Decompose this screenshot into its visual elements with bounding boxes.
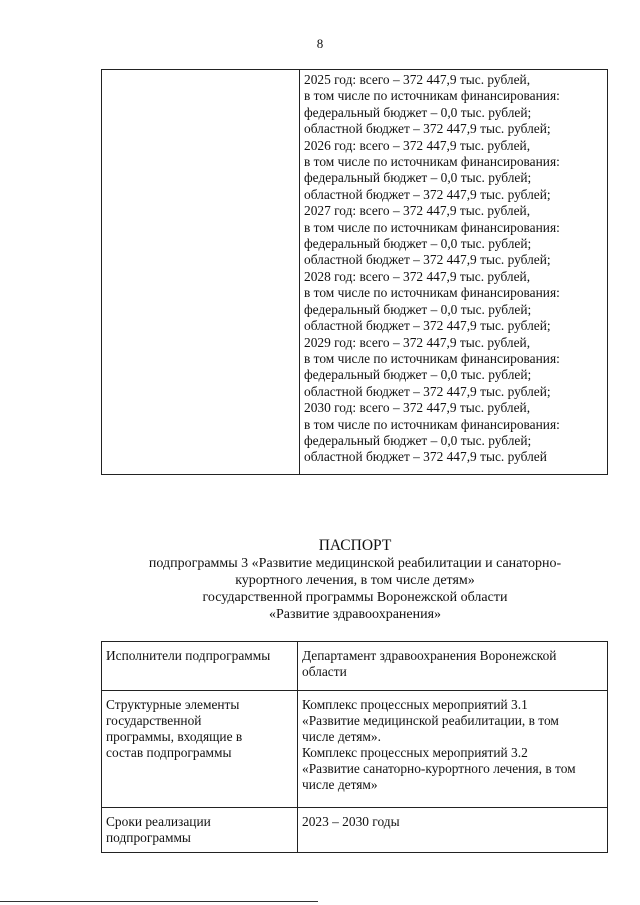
passport-heading [100,536,610,623]
value-line: Комплекс процессных мероприятий 3.2 [302,745,528,760]
funding-line: федеральный бюджет – 0,0 тыс. рублей; [304,301,532,317]
funding-line: 2028 год: всего – 372 447,9 тыс. рублей, [304,268,531,284]
label-line: состав подпрограммы [106,745,232,760]
row-value-timeframe [298,808,608,853]
funding-line: областной бюджет – 372 447,9 тыс. рублей [304,449,547,465]
label-line: Сроки реализации [106,814,211,829]
funding-line: в том числе по источникам финансирования: [304,285,560,301]
funding-line: 2026 год: всего – 372 447,9 тыс. рублей, [304,137,531,153]
value-line: Комплекс процессных мероприятий 3.1 [302,697,528,712]
funding-empty-cell [102,70,300,475]
funding-line: 2029 год: всего – 372 447,9 тыс. рублей, [304,334,531,350]
passport-subtitle-line: курортного лечения, в том числе детям» [235,573,475,588]
label-line: Структурные элементы [106,697,240,712]
passport-subtitle-line: «Развитие здравоохранения» [268,607,442,622]
row-value-structural-elements [298,691,608,808]
value-line: «Развитие медицинской реабилитации, в том [302,713,559,728]
footer-divider [0,901,318,902]
funding-line: областной бюджет – 372 447,9 тыс. рублей; [304,121,551,137]
value-line: числе детям» [302,777,378,792]
table-row [102,642,608,691]
label-line: программы, входящие в [106,729,243,744]
passport-table [101,641,608,853]
funding-line: в том числе по источникам финансирования: [304,350,560,366]
funding-line: 2025 год: всего – 372 447,9 тыс. рублей, [304,72,531,87]
table-row [102,691,608,808]
row-label-structural-elements [102,691,298,808]
value-line: «Развитие санаторно-курортного лечения, в том [302,761,576,776]
row-label-executors [102,642,298,691]
funding-line: в том числе по источникам финансирования: [304,154,560,170]
label-line: подпрограммы [106,830,191,845]
passport-subtitle-line: подпрограммы 3 «Развитие медицинской реабилитации и санаторно- [148,556,562,571]
funding-line: в том числе по источникам финансирования: [304,416,560,432]
funding-line: 2030 год: всего – 372 447,9 тыс. рублей, [304,400,531,416]
funding-details-cell [300,70,608,475]
funding-line: в том числе по источникам финансирования: [304,88,560,104]
funding-line: федеральный бюджет – 0,0 тыс. рублей; [304,104,532,120]
value-line: 2023 – 2030 годы [302,814,400,829]
row-value-executors [298,642,608,691]
funding-line: федеральный бюджет – 0,0 тыс. рублей; [304,236,532,252]
label-line: Исполнители подпрограммы [106,648,271,663]
funding-line: федеральный бюджет – 0,0 тыс. рублей; [304,367,532,383]
funding-table [101,69,608,475]
value-line: числе детям». [302,729,381,744]
funding-line: областной бюджет – 372 447,9 тыс. рублей; [304,318,551,334]
funding-line: в том числе по источникам финансирования: [304,219,560,235]
funding-line: областной бюджет – 372 447,9 тыс. рублей; [304,186,551,202]
value-line: Департамент здравоохранения Воронежской [302,648,557,663]
passport-subtitle-line: государственной программы Воронежской области [202,590,508,605]
row-label-timeframe [102,808,298,853]
funding-line: федеральный бюджет – 0,0 тыс. рублей; [304,432,532,448]
funding-row [102,70,608,475]
value-line: области [302,664,347,679]
funding-line: федеральный бюджет – 0,0 тыс. рублей; [304,170,532,186]
page-number: 8 [316,36,324,51]
passport-title: ПАСПОРТ [318,537,392,554]
label-line: государственной [106,713,202,728]
funding-line: областной бюджет – 372 447,9 тыс. рублей; [304,252,551,268]
table-row [102,808,608,853]
funding-line: 2027 год: всего – 372 447,9 тыс. рублей, [304,203,531,219]
funding-line: областной бюджет – 372 447,9 тыс. рублей; [304,383,551,399]
